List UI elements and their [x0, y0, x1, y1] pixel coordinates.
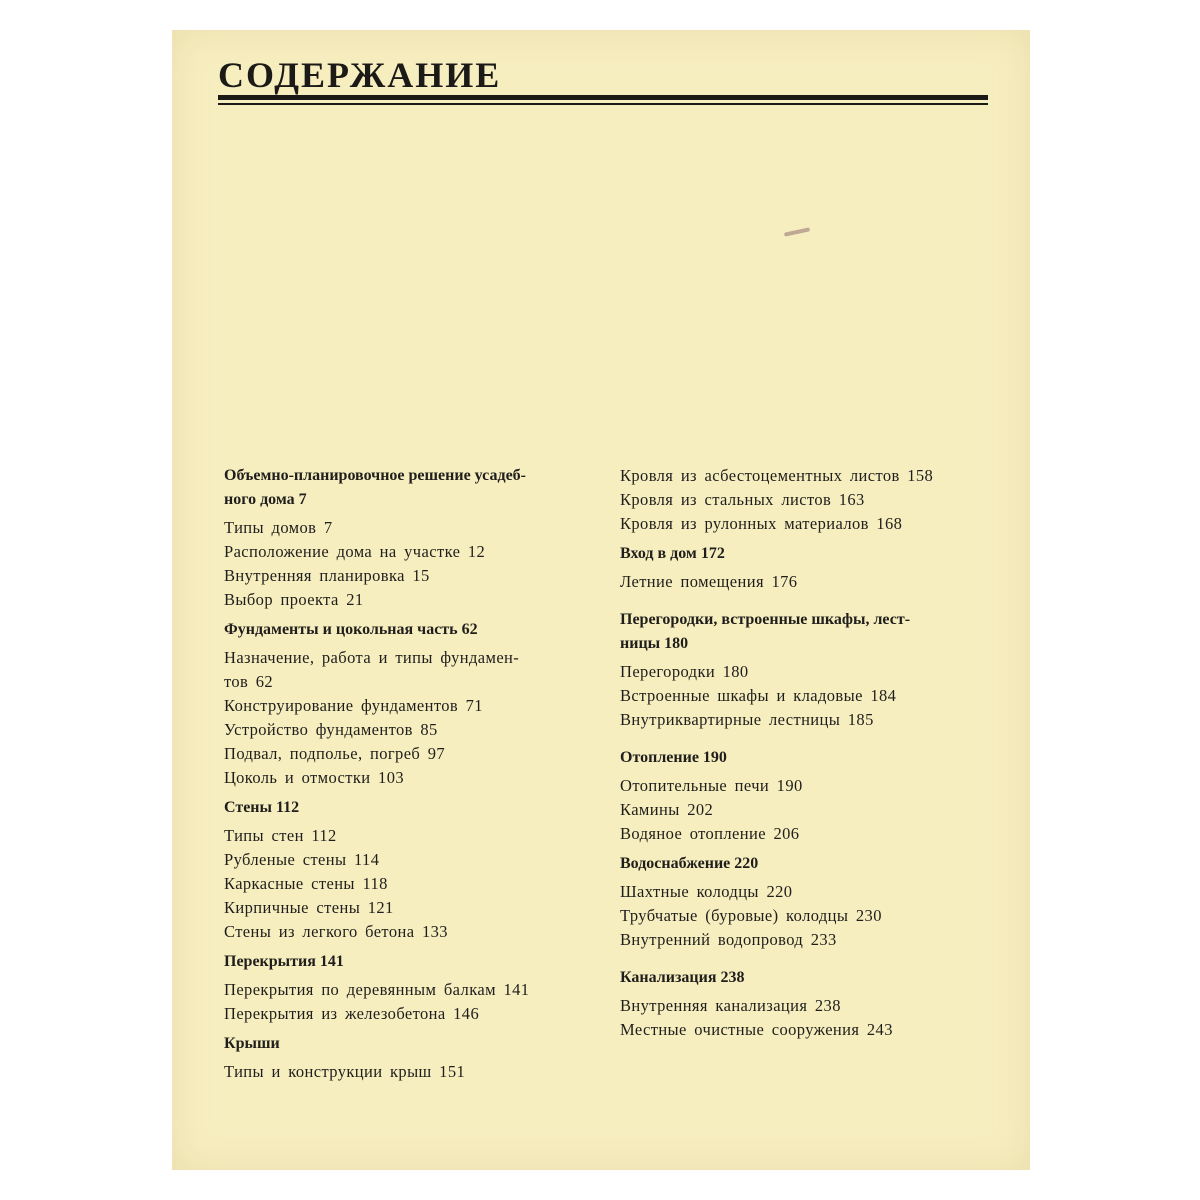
toc-entry: Перекрытия по деревянным балкам 141	[224, 980, 530, 999]
toc-entry: Стены из легкого бетона 133	[224, 922, 448, 941]
toc-entry: Расположение дома на участке 12	[224, 542, 486, 561]
toc-entry: Отопительные печи 190	[620, 776, 803, 795]
toc-entry: Внутренняя планировка 15	[224, 566, 430, 585]
toc-section-title: Отопление 190	[620, 749, 727, 766]
toc-entry: Шахтные колодцы 220	[620, 882, 793, 901]
toc-section-title: Водоснабжение 220	[620, 855, 759, 872]
toc-entry: Типы домов 7	[224, 518, 333, 537]
toc-entry: Водяное отопление 206	[620, 824, 800, 843]
toc-entry: Рубленые стены 114	[224, 850, 380, 869]
page-title: СОДЕРЖАНИЕ	[218, 55, 502, 95]
toc-entry: Подвал, подполье, погреб 97	[224, 744, 446, 763]
toc-section	[620, 966, 990, 1042]
toc-section	[224, 950, 594, 1026]
toc-entry: Перегородки 180	[620, 662, 749, 681]
toc-entry: Кровля из рулонных материалов 168	[620, 514, 903, 533]
toc-section	[224, 1032, 594, 1084]
toc-entry: Кирпичные стены 121	[224, 898, 394, 917]
toc-entry: Типы и конструкции крыш 151	[224, 1062, 466, 1081]
toc-left-column	[224, 464, 594, 1090]
book-page	[172, 30, 1030, 1170]
toc-entry: Внутренняя канализация 238	[620, 996, 841, 1015]
toc-entry: Назначение, работа и типы фундамен- тов 62	[224, 648, 520, 691]
toc-section-title: Стены 112	[224, 799, 300, 816]
title-rule-thick	[218, 95, 988, 100]
toc-entry: Каркасные стены 118	[224, 874, 388, 893]
toc-entry: Типы стен 112	[224, 826, 337, 845]
paper-stain	[784, 227, 810, 236]
toc-entry: Внутренний водопровод 233	[620, 930, 837, 949]
toc-section	[224, 618, 594, 790]
toc-entry: Устройство фундаментов 85	[224, 720, 438, 739]
toc-section	[620, 608, 990, 732]
toc-entry: Трубчатые (буровые) колодцы 230	[620, 906, 882, 925]
toc-section-title: Перегородки, встроенные шкафы, лест- ницы 180	[620, 611, 911, 652]
toc-section-title: Объемно-планировочное решение усадеб- ного дома 7	[224, 467, 526, 508]
toc-section	[224, 464, 594, 612]
toc-entry: Встроенные шкафы и кладовые 184	[620, 686, 897, 705]
toc-section-continued	[620, 464, 990, 536]
toc-entry: Местные очистные сооружения 243	[620, 1020, 893, 1039]
toc-section-title: Канализация 238	[620, 969, 745, 986]
toc-entry: Перекрытия из железобетона 146	[224, 1004, 480, 1023]
toc-entry: Летние помещения 176	[620, 572, 798, 591]
toc-section	[224, 796, 594, 944]
toc-entry: Внутриквартирные лестницы 185	[620, 710, 874, 729]
toc-entry: Камины 202	[620, 800, 714, 819]
toc-right-column	[620, 464, 990, 1048]
title-rule-thin	[218, 103, 988, 105]
toc-entry: Цоколь и отмостки 103	[224, 768, 404, 787]
toc-section-title: Крыши	[224, 1035, 280, 1052]
toc-entry: Выбор проекта 21	[224, 590, 364, 609]
toc-section-title: Фундаменты и цокольная часть 62	[224, 621, 478, 638]
toc-section-title: Перекрытия 141	[224, 953, 344, 970]
toc-entry: Кровля из стальных листов 163	[620, 490, 865, 509]
toc-entry: Кровля из асбестоцементных листов 158	[620, 466, 934, 485]
toc-section	[620, 542, 990, 594]
toc-section-title: Вход в дом 172	[620, 545, 725, 562]
toc-section	[620, 746, 990, 846]
toc-entry: Конструирование фундаментов 71	[224, 696, 483, 715]
toc-section	[620, 852, 990, 952]
